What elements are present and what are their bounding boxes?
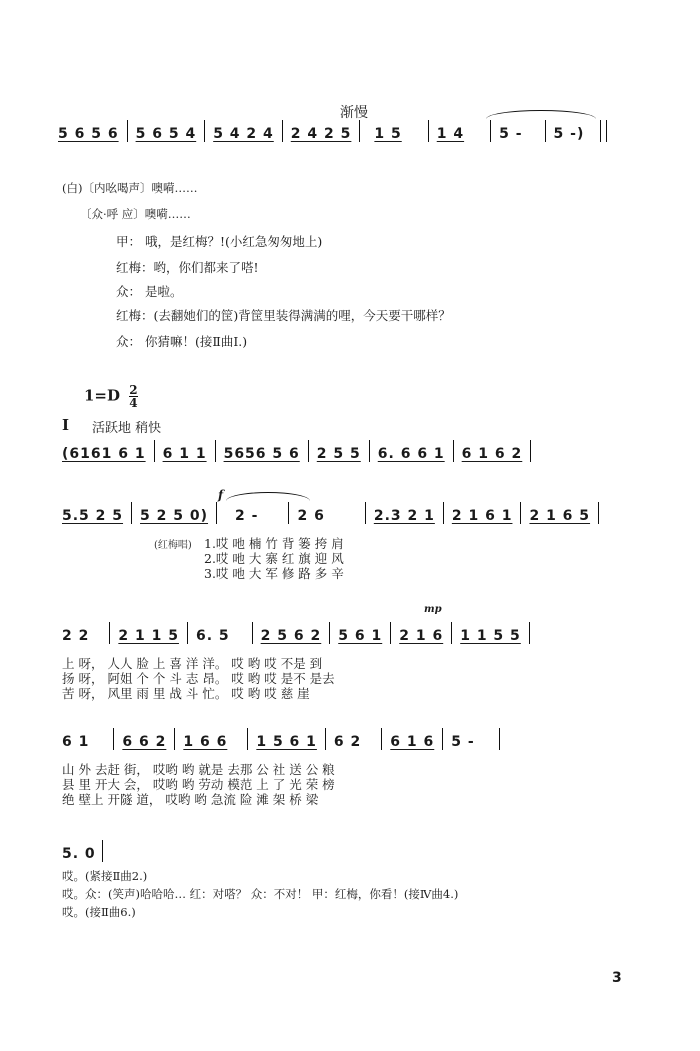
lyric-line: 苦 呀， 风里 雨 里 战 斗 忙。 哎 哟 哎 慈 崖 [62, 686, 310, 701]
note-bar: 6 1 1 [162, 446, 207, 462]
lyric-line: 扬 呀， 阿姐 个 个 斗 志 昂。 哎 哟 哎 是不 是去 [62, 671, 335, 686]
note-bar: 6 1 6 2 [461, 446, 523, 462]
section-expression: 活跃地 稍快 [92, 421, 162, 436]
intro-staff [58, 120, 615, 142]
intro-bar: 2 4 2 5 [290, 126, 352, 142]
note-bar: 2 6 [297, 508, 325, 524]
note-bar: 2 1 6 5 [529, 508, 591, 524]
tempo-mark: 渐慢 [340, 105, 368, 121]
intro-bar: 1 4 [436, 126, 465, 142]
key-signature [84, 384, 138, 409]
note-bar: 6 1 6 [390, 734, 435, 750]
note-bar: 6. 6 6 1 [377, 446, 445, 462]
section-number: Ⅰ [62, 416, 70, 434]
slur [226, 492, 310, 501]
lyric-line: 绝 壁上 开隧 道， 哎哟 哟 急流 险 滩 架 桥 梁 [62, 792, 319, 807]
note-bar: 2 1 6 1 [451, 508, 513, 524]
note-bar: (6161 6 1 [62, 446, 146, 462]
note-bar: 2 5 6 2 [260, 628, 322, 644]
lyric-line: 2.哎 吔 大 寨 红 旗 迎 风 [204, 551, 344, 566]
note-bar: 5 2 5 0) [140, 508, 209, 524]
ending-line: 哎。(接Ⅱ曲6.) [62, 905, 136, 919]
note-bar: 6 2 [333, 734, 362, 750]
time-signature [129, 384, 137, 409]
singer-label: (红梅唱) [154, 540, 192, 551]
note-bar: 5656 5 6 [223, 446, 300, 462]
note-bar: 2 5 5 [316, 446, 361, 462]
note-bar: 2 2 [62, 628, 90, 644]
dialogue-line: 〔众·呼 应〕噢嗬…… [80, 207, 191, 221]
ending-line: 哎。(紧接Ⅱ曲2.) [62, 869, 148, 883]
time-numerator: 2 [129, 383, 138, 397]
note-bar: 1 6 6 [183, 734, 228, 750]
intro-bar: 5 6 5 4 [135, 126, 197, 142]
note-bar: 6 1 [62, 734, 90, 750]
note-bar: 2 - [235, 508, 259, 524]
lyric-line: 县 里 开大 会， 哎哟 哟 劳动 模范 上 了 光 荣 榜 [62, 777, 335, 792]
dialogue-line: 众： 你猜嘛！(接Ⅱ曲Ⅰ.) [116, 334, 248, 349]
staff-row-3 [62, 622, 538, 644]
note-bar: 2.3 2 1 [373, 508, 435, 524]
note-bar: 2 1 6 [399, 628, 444, 644]
intro-bar: 1 5 [374, 126, 402, 142]
note-bar: 6 6 2 [122, 734, 167, 750]
dialogue-line: 红梅：(去翻她们的筐)背筐里装得满满的哩，今天要干哪样？ [116, 308, 451, 323]
key-label: 1=D [84, 386, 121, 405]
note-bar: 5 - [451, 734, 475, 750]
staff-row-2 [62, 502, 607, 524]
dynamic-mark: mp [424, 604, 442, 615]
ending-line: 哎。众：(笑声)哈哈哈… 红：对嗒？ 众：不对！ 甲：红梅，你看！(接Ⅳ曲4.) [62, 887, 459, 901]
note-bar: 1 1 5 5 [460, 628, 521, 644]
note-bar: 6. 5 [195, 628, 230, 644]
lyric-line: 山 外 去赶 街， 哎哟 哟 就是 去那 公 社 送 公 粮 [62, 762, 335, 777]
note-bar: 2 1 1 5 [118, 628, 179, 644]
staff-row-4 [62, 728, 508, 750]
dynamic-mark: f [218, 488, 224, 502]
lyric-line: 1.哎 吔 楠 竹 背 篓 挎 肩 [204, 536, 344, 551]
dialogue-line: (白)〔内吆喝声〕噢嗬…… [62, 181, 198, 195]
note-bar: 1 5 6 1 [256, 734, 317, 750]
staff-row-1 [62, 440, 539, 462]
staff-row-5 [62, 840, 111, 862]
dialogue-line: 众： 是啦。 [116, 284, 183, 299]
intro-bar: 5 6 5 6 [58, 126, 119, 142]
intro-bar: 5 -) [553, 126, 585, 142]
note-bar: 5. 0 [62, 846, 96, 862]
intro-bar: 5 4 2 4 [213, 126, 274, 142]
page-number: 3 [612, 970, 622, 986]
time-denominator: 4 [129, 396, 138, 410]
dialogue-line: 甲： 哦，是红梅？!(小红急匆匆地上) [116, 234, 323, 249]
note-bar: 5.5 2 5 [62, 508, 124, 524]
intro-bar: 5 - [499, 126, 523, 142]
lyric-line: 上 呀， 人人 脸 上 喜 洋 洋。 哎 哟 哎 不是 到 [62, 656, 323, 671]
slur [486, 110, 596, 119]
lyric-line: 3.哎 吔 大 军 修 路 多 辛 [204, 566, 344, 581]
note-bar: 5 6 1 [338, 628, 383, 644]
dialogue-line: 红梅：哟，你们都来了嗒! [116, 260, 259, 275]
